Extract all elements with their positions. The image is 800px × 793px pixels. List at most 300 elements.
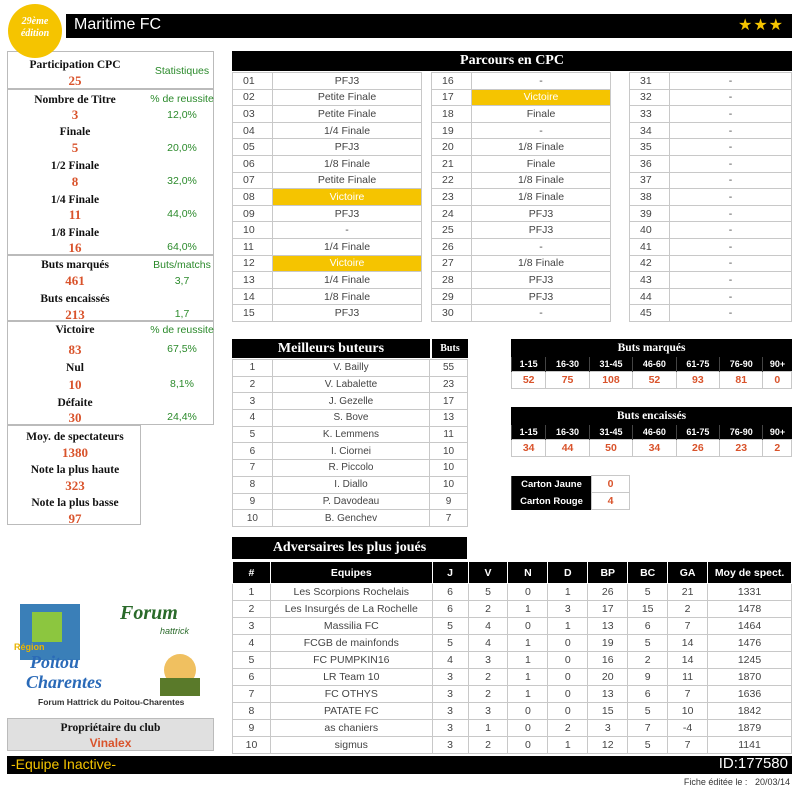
adversaire-row: [233, 618, 792, 635]
parcours-row: [233, 288, 422, 305]
parcours-result: 1/8 Finale: [273, 155, 422, 172]
adversaire-cell: 1331: [708, 584, 792, 601]
adversaire-cell: 1141: [708, 737, 792, 754]
parcours-row: [233, 272, 422, 289]
parcours-row: [432, 73, 611, 90]
parcours-row: [630, 89, 792, 106]
adversaire-cell: 7: [233, 686, 271, 703]
parcours-number: 07: [233, 172, 273, 189]
parcours-result: -: [273, 222, 422, 239]
adversaire-cell: 4: [468, 635, 508, 652]
parcours-row: [233, 139, 422, 156]
adversaire-cell: 5: [432, 618, 468, 635]
parcours-row: [432, 189, 611, 206]
goal-period-header: 46-60: [633, 357, 676, 371]
basse-label: Note la plus basse: [31, 497, 119, 509]
logo-poitou: Poitou: [30, 652, 80, 672]
adversaire-cell: 9: [233, 720, 271, 737]
buteur-rank: 6: [233, 443, 273, 460]
adversaire-cell: 2: [668, 601, 708, 618]
buteur-name: V. Bailly: [272, 360, 429, 377]
adversaire-row: [233, 720, 792, 737]
goal-period-header: 61-75: [676, 425, 719, 439]
buteur-row: [233, 476, 468, 493]
adversaires-col-header: #: [233, 562, 271, 584]
parcours-row: [432, 288, 611, 305]
adversaire-cell: 4: [233, 635, 271, 652]
adversaire-cell: 1: [508, 652, 548, 669]
parcours-row: [233, 255, 422, 272]
finale-pct: 20,0%: [167, 142, 197, 154]
parcours-result: -: [670, 205, 792, 222]
edit-label: Fiche éditée le :: [683, 777, 748, 787]
goal-period-header: 46-60: [633, 425, 676, 439]
adversaire-row: [233, 669, 792, 686]
buteur-row: [233, 360, 468, 377]
parcours-result: Petite Finale: [273, 172, 422, 189]
parcours-result: Victoire: [273, 255, 422, 272]
defaite-value: 30: [68, 410, 82, 425]
adversaire-cell: 21: [668, 584, 708, 601]
adversaire-cell: 6: [432, 584, 468, 601]
buts-marques-title: Buts marqués: [511, 339, 792, 357]
buteur-name: P. Davodeau: [272, 493, 429, 510]
adversaire-cell: 0: [548, 669, 588, 686]
parcours-result: -: [472, 122, 611, 139]
parcours-row: [630, 255, 792, 272]
parcours-row: [432, 255, 611, 272]
adversaire-cell: 7: [668, 737, 708, 754]
edition-badge: [8, 4, 62, 58]
parcours-number: 42: [630, 255, 670, 272]
parcours-number: 38: [630, 189, 670, 206]
victoire-pct: 67,5%: [167, 343, 197, 355]
huitieme-pct: 64,0%: [167, 241, 197, 253]
goal-period-value: 34: [512, 439, 546, 456]
adversaires-col-header: GA: [668, 562, 708, 584]
parcours-row: [630, 73, 792, 90]
buteur-row: [233, 376, 468, 393]
goal-period-header: 61-75: [676, 357, 719, 371]
parcours-row: [233, 122, 422, 139]
buts-marques-value: 461: [65, 273, 85, 288]
buteur-goals: 23: [430, 376, 468, 393]
parcours-row: [233, 222, 422, 239]
parcours-result: -: [670, 305, 792, 322]
adversaire-cell: 7: [628, 720, 668, 737]
adversaire-cell: 4: [468, 618, 508, 635]
titles-box: [7, 89, 214, 255]
adversaire-cell: 1245: [708, 652, 792, 669]
adversaire-cell: 3: [432, 703, 468, 720]
buts-marques-avg: 3,7: [174, 275, 190, 287]
buts-encaisses-table: [511, 425, 792, 457]
adversaire-cell: 3: [432, 686, 468, 703]
nul-value: 10: [68, 377, 82, 392]
goal-period-value: 26: [676, 439, 719, 456]
parcours-number: 12: [233, 255, 273, 272]
huitieme-label: 1/8 Finale: [50, 227, 100, 239]
adversaire-cell: 5: [233, 652, 271, 669]
adversaire-cell: 2: [468, 669, 508, 686]
adversaire-cell: 1478: [708, 601, 792, 618]
parcours-row: [233, 106, 422, 123]
parcours-row: [630, 222, 792, 239]
parcours-number: 28: [432, 272, 472, 289]
goal-header-row: [512, 357, 792, 371]
adversaire-cell: 1870: [708, 669, 792, 686]
buteur-name: V. Labalette: [272, 376, 429, 393]
adversaire-team: Les Insurgés de La Rochelle: [270, 601, 432, 618]
carton-jaune-value: 0: [592, 476, 630, 493]
adversaire-cell: 0: [508, 584, 548, 601]
adversaire-cell: 9: [628, 669, 668, 686]
goal-header-row: [512, 425, 792, 439]
adversaire-cell: 0: [548, 652, 588, 669]
finale-label: Finale: [59, 126, 91, 138]
adversaire-team: PATATE FC: [270, 703, 432, 720]
adversaire-row: [233, 703, 792, 720]
buteur-name: J. Gezelle: [272, 393, 429, 410]
parcours-result: -: [472, 238, 611, 255]
adversaire-team: FCGB de mainfonds: [270, 635, 432, 652]
goal-period-header: 16-30: [546, 425, 589, 439]
carton-rouge-value: 4: [592, 493, 630, 510]
goal-period-header: 90+: [763, 357, 792, 371]
goal-period-value: 93: [676, 371, 719, 388]
buteur-rank: 3: [233, 393, 273, 410]
parcours-row: [432, 305, 611, 322]
reussite2-header: % de reussite: [150, 324, 214, 336]
parcours-result: -: [670, 73, 792, 90]
parcours-title: Parcours en CPC: [232, 51, 792, 71]
parcours-row: [233, 189, 422, 206]
goal-period-value: 44: [546, 439, 589, 456]
adversaire-cell: 3: [432, 669, 468, 686]
parcours-row: [432, 106, 611, 123]
parcours-number: 29: [432, 288, 472, 305]
parcours-number: 26: [432, 238, 472, 255]
club-name: Maritime FC: [74, 16, 162, 33]
adversaire-cell: 5: [468, 584, 508, 601]
parcours-row: [432, 139, 611, 156]
parcours-row: [432, 122, 611, 139]
defaite-pct: 24,4%: [167, 411, 197, 423]
goal-period-value: 52: [512, 371, 546, 388]
logo-forum: Forum: [120, 602, 178, 624]
parcours-number: 31: [630, 73, 670, 90]
parcours-result: 1/8 Finale: [273, 288, 422, 305]
parcours-result: -: [670, 155, 792, 172]
buteur-goals: 13: [430, 410, 468, 427]
adversaire-cell: 0: [508, 703, 548, 720]
buteur-rank: 7: [233, 460, 273, 477]
adversaire-cell: 20: [588, 669, 628, 686]
buts-match-header: Buts/matchs: [153, 259, 211, 271]
parcours-row: [630, 238, 792, 255]
parcours-number: 23: [432, 189, 472, 206]
buts-encaisses-title: Buts encaissés: [511, 407, 792, 425]
buteur-goals: 9: [430, 493, 468, 510]
parcours-result: 1/4 Finale: [273, 238, 422, 255]
adversaire-cell: 0: [508, 618, 548, 635]
participation-value: 25: [68, 73, 82, 88]
adversaire-cell: 0: [548, 686, 588, 703]
adversaire-cell: 10: [233, 737, 271, 754]
demi-label: 1/2 Finale: [50, 160, 100, 172]
defaite-label: Défaite: [57, 397, 93, 409]
adversaires-col-header: V: [468, 562, 508, 584]
parcours-result: PFJ3: [273, 205, 422, 222]
goal-period-header: 76-90: [720, 425, 763, 439]
team-id: ID:177580: [718, 755, 788, 772]
buteurs-buts-header: Buts: [432, 339, 468, 358]
adversaire-cell: 2: [628, 652, 668, 669]
parcours-number: 21: [432, 155, 472, 172]
parcours-number: 04: [233, 122, 273, 139]
adversaire-cell: 14: [668, 652, 708, 669]
buteur-rank: 4: [233, 410, 273, 427]
parcours-result: Finale: [472, 106, 611, 123]
parcours-row: [432, 222, 611, 239]
parcours-result: -: [670, 255, 792, 272]
adversaire-cell: 14: [668, 635, 708, 652]
buteur-row: [233, 410, 468, 427]
goal-period-header: 16-30: [546, 357, 589, 371]
parcours-row: [233, 73, 422, 90]
goal-period-header: 31-45: [589, 425, 632, 439]
parcours-number: 24: [432, 205, 472, 222]
goal-period-value: 34: [633, 439, 676, 456]
adversaire-cell: 2: [233, 601, 271, 618]
parcours-number: 20: [432, 139, 472, 156]
parcours-row: [233, 172, 422, 189]
parcours-row: [233, 155, 422, 172]
adversaire-cell: 7: [668, 618, 708, 635]
parcours-number: 30: [432, 305, 472, 322]
parcours-number: 34: [630, 122, 670, 139]
titres-label: Nombre de Titre: [34, 94, 116, 106]
parcours-result: 1/8 Finale: [472, 172, 611, 189]
adversaire-cell: 0: [508, 737, 548, 754]
adversaire-cell: 2: [468, 686, 508, 703]
carton-jaune-label: Carton Jaune: [512, 476, 592, 493]
parcours-number: 05: [233, 139, 273, 156]
adversaire-cell: 2: [548, 720, 588, 737]
adversaire-cell: 15: [628, 601, 668, 618]
parcours-row: [630, 139, 792, 156]
parcours-result: Finale: [472, 155, 611, 172]
parcours-number: 10: [233, 222, 273, 239]
parcours-col-1: [232, 72, 422, 322]
buteur-rank: 2: [233, 376, 273, 393]
status-bar: [7, 756, 792, 774]
adversaire-cell: 1: [548, 584, 588, 601]
proprietaire-box: [7, 718, 214, 751]
adversaire-cell: -4: [668, 720, 708, 737]
titres-value: 3: [71, 107, 79, 122]
victoire-label: Victoire: [55, 324, 95, 336]
goal-period-value: 0: [763, 371, 792, 388]
buteur-name: R. Piccolo: [272, 460, 429, 477]
logo-charentes: Charentes: [26, 672, 103, 692]
haute-label: Note la plus haute: [30, 464, 120, 476]
adversaires-col-header: D: [548, 562, 588, 584]
parcours-row: [630, 189, 792, 206]
adversaires-title: Adversaires les plus joués: [232, 537, 467, 559]
parcours-row: [630, 205, 792, 222]
demi-pct: 32,0%: [167, 175, 197, 187]
parcours-col-2: [431, 72, 611, 322]
parcours-col-3: [629, 72, 792, 322]
adversaire-cell: 5: [628, 703, 668, 720]
haute-value: 323: [65, 478, 85, 493]
goal-period-value: 50: [589, 439, 632, 456]
logo-region: Région: [14, 642, 45, 652]
buteur-name: K. Lemmens: [272, 426, 429, 443]
goal-period-value: 108: [589, 371, 632, 388]
adversaire-team: Les Scorpions Rochelais: [270, 584, 432, 601]
goal-period-header: 1-15: [512, 425, 546, 439]
spect-value: 1380: [62, 445, 88, 460]
adversaire-cell: 1: [508, 669, 548, 686]
parcours-number: 09: [233, 205, 273, 222]
adversaires-col-header: Moy de spect.: [708, 562, 792, 584]
buteur-goals: 17: [430, 393, 468, 410]
buteur-goals: 10: [430, 476, 468, 493]
adversaire-cell: 12: [588, 737, 628, 754]
buteur-goals: 10: [430, 443, 468, 460]
spect-label: Moy. de spectateurs: [26, 431, 124, 443]
parcours-number: 03: [233, 106, 273, 123]
adversaire-cell: 1636: [708, 686, 792, 703]
parcours-result: -: [670, 238, 792, 255]
proprietaire-name: Vinalex: [89, 736, 132, 750]
rating-stars-icon: ★★★: [737, 17, 784, 34]
parcours-number: 19: [432, 122, 472, 139]
adversaire-cell: 15: [588, 703, 628, 720]
parcours-result: -: [670, 272, 792, 289]
adversaire-cell: 5: [432, 635, 468, 652]
buts-marques-table: [511, 357, 792, 389]
buteur-rank: 9: [233, 493, 273, 510]
buteur-name: I. Ciornei: [272, 443, 429, 460]
adversaire-cell: 2: [468, 737, 508, 754]
parcours-number: 18: [432, 106, 472, 123]
basse-value: 97: [68, 511, 82, 526]
parcours-row: [432, 238, 611, 255]
adversaire-cell: 1: [468, 720, 508, 737]
buts-encaisses-avg: 1,7: [174, 308, 190, 320]
goal-period-value: 75: [546, 371, 589, 388]
parcours-number: 37: [630, 172, 670, 189]
buteurs-table: [232, 359, 468, 527]
misc-box: [7, 425, 141, 525]
adversaire-row: [233, 686, 792, 703]
adversaires-col-header: BP: [588, 562, 628, 584]
adversaire-row: [233, 601, 792, 618]
reussite-header: % de reussite: [150, 93, 214, 105]
parcours-number: 01: [233, 73, 273, 90]
results-box: [7, 321, 214, 425]
goal-period-header: 1-15: [512, 357, 546, 371]
adversaire-cell: 1476: [708, 635, 792, 652]
adversaire-cell: 13: [588, 686, 628, 703]
parcours-result: -: [472, 305, 611, 322]
adversaire-cell: 6: [432, 601, 468, 618]
parcours-number: 36: [630, 155, 670, 172]
adversaires-header-row: [233, 562, 792, 584]
buteur-goals: 7: [430, 510, 468, 527]
parcours-number: 40: [630, 222, 670, 239]
adversaire-cell: 4: [432, 652, 468, 669]
parcours-row: [432, 272, 611, 289]
parcours-row: [630, 106, 792, 123]
proprietaire-label: Propriétaire du club: [60, 722, 161, 734]
adversaire-team: as chaniers: [270, 720, 432, 737]
adversaire-cell: 2: [468, 601, 508, 618]
adversaire-cell: 19: [588, 635, 628, 652]
finale-value: 5: [71, 140, 79, 155]
adversaire-row: [233, 584, 792, 601]
parcours-result: -: [472, 73, 611, 90]
parcours-result: PFJ3: [273, 139, 422, 156]
buteur-rank: 10: [233, 510, 273, 527]
parcours-row: [432, 205, 611, 222]
adversaire-cell: 1464: [708, 618, 792, 635]
adversaire-cell: 6: [233, 669, 271, 686]
adversaire-cell: 10: [668, 703, 708, 720]
cartons-table: [511, 475, 630, 510]
buteur-row: [233, 443, 468, 460]
parcours-number: 33: [630, 106, 670, 123]
parcours-row: [233, 205, 422, 222]
huitieme-value: 16: [68, 240, 82, 255]
parcours-result: -: [670, 189, 792, 206]
buteur-row: [233, 426, 468, 443]
buts-encaisses-value: 213: [65, 307, 85, 322]
adversaire-row: [233, 652, 792, 669]
adversaire-cell: 1: [548, 737, 588, 754]
adversaire-team: Massilia FC: [270, 618, 432, 635]
edition-word: édition: [20, 28, 50, 39]
adversaire-cell: 1842: [708, 703, 792, 720]
parcours-result: PFJ3: [273, 305, 422, 322]
parcours-row: [233, 238, 422, 255]
parcours-result: -: [670, 89, 792, 106]
parcours-result: Victoire: [472, 89, 611, 106]
adversaire-cell: 3: [432, 737, 468, 754]
parcours-number: 39: [630, 205, 670, 222]
parcours-result: Petite Finale: [273, 89, 422, 106]
parcours-result: 1/8 Finale: [472, 189, 611, 206]
parcours-row: [630, 305, 792, 322]
goal-period-value: 2: [763, 439, 792, 456]
adversaire-cell: 1879: [708, 720, 792, 737]
adversaire-team: FC PUMPKIN16: [270, 652, 432, 669]
parcours-row: [432, 89, 611, 106]
goal-period-value: 81: [720, 371, 763, 388]
parcours-row: [630, 272, 792, 289]
parcours-result: 1/4 Finale: [273, 122, 422, 139]
adversaire-team: FC OTHYS: [270, 686, 432, 703]
adversaires-col-header: N: [508, 562, 548, 584]
buteur-name: S. Bove: [272, 410, 429, 427]
parcours-number: 41: [630, 238, 670, 255]
edition-number: 29ème: [21, 16, 49, 27]
edit-date: 20/03/14: [754, 777, 790, 787]
goal-period-header: 76-90: [720, 357, 763, 371]
